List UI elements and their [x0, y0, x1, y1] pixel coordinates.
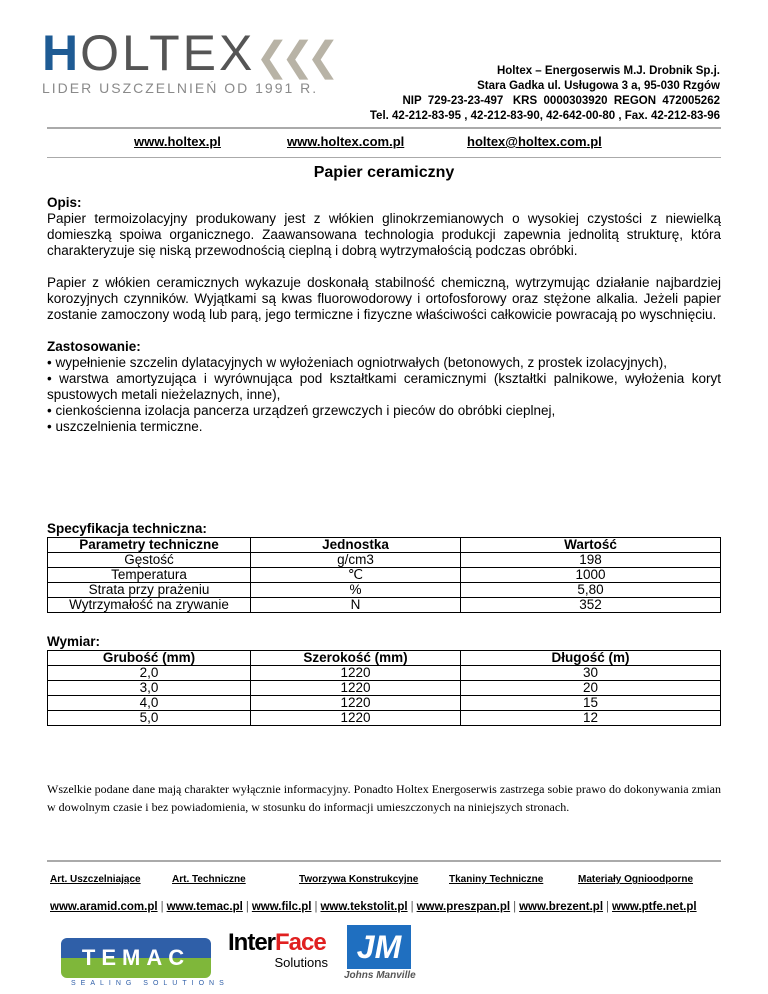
header-cell: Szerokość (mm) [251, 651, 461, 666]
table-row [48, 681, 721, 696]
disclaimer: Wszelkie podane dane mają charakter wyłącznie informacyjny. Ponadto Holtex Energoserwis zastrzega sobie prawo do dokonywania zmian w dowolnym czasie i bez powiadomienia, w stosunku do informacji umieszczonych na niniejszych stronach. [47, 782, 721, 814]
cell: 1000 [461, 568, 721, 583]
header-cell: Długość (m) [461, 651, 721, 666]
header-cell: Wartość [461, 538, 721, 553]
category-link[interactable]: Tkaniny Techniczne [449, 874, 544, 885]
list-item: • cienkościenna izolacja pancerza urządzeń grzewczych i pieców do obróbki cieplnej, [47, 403, 556, 418]
divider [47, 157, 721, 158]
cell: g/cm3 [251, 553, 461, 568]
site-link[interactable]: www.ptfe.net.pl [612, 901, 697, 913]
dim-heading: Wymiar: [47, 634, 101, 649]
opis-paragraph-2: Papier z włókien ceramicznych wykazuje doskonałą stabilność chemiczną, wytrzymując działanie najbardziej korozyjnych czynników. Wyjątkami są kwas fluorowodorowy i ortofosforowy oraz stężone alkalia. Jeżeli papier zostanie zamoczony wodą lub parą, jego termiczne i fizyczne właściwości całkowicie powracają po wyschnięciu. [47, 275, 721, 322]
category-link[interactable]: Tworzywa Konstrukcyjne [299, 874, 419, 885]
cell: Gęstość [48, 553, 251, 568]
company-ids: NIP 729-23-23-497 KRS 0000303920 REGON 472005262 [402, 95, 720, 107]
johns-manville-text: Johns Manville [344, 970, 416, 981]
company-address: Stara Gadka ul. Usługowa 3 a, 95-030 Rzgów [477, 80, 720, 92]
cell: N [251, 598, 461, 613]
zastosowanie-heading: Zastosowanie: [47, 339, 141, 354]
company-name: Holtex – Energoserwis M.J. Drobnik Sp.j. [496, 65, 720, 77]
cell: Strata przy prażeniu [48, 583, 251, 598]
cell: 1220 [251, 666, 461, 681]
table-header-row [48, 538, 721, 553]
link-holtex-com-pl[interactable]: www.holtex.com.pl [287, 134, 405, 149]
category-link[interactable]: Art. Techniczne [172, 874, 246, 885]
cell: % [251, 583, 461, 598]
table-row [48, 666, 721, 681]
cell: 1220 [251, 681, 461, 696]
johns-manville-logo: JM [347, 925, 411, 969]
table-row [48, 583, 721, 598]
header-cell: Grubość (mm) [48, 651, 251, 666]
dimension-section [47, 634, 721, 726]
cell: 5,80 [461, 583, 721, 598]
company-info [370, 64, 720, 124]
header-cell: Parametry techniczne [48, 538, 251, 553]
interface-logo [228, 930, 328, 969]
cell: 198 [461, 553, 721, 568]
spec-heading: Specyfikacja techniczna: [47, 521, 207, 536]
interface-sub: Solutions [274, 955, 328, 970]
list-item: • wypełnienie szczelin dylatacyjnych w wyłożeniach ogniotrwałych (betonowych, z prostek izolacyjnych), [47, 355, 668, 370]
category-link[interactable]: Materiały Ognioodporne [578, 874, 694, 885]
table-row [48, 568, 721, 583]
divider [47, 127, 721, 129]
cell: 352 [461, 598, 721, 613]
list-item: • warstwa amortyzująca i wyrównująca pod kształtkami ceramicznymi (kształtki palnikowe, wyłożenia koryt spustowych metali nieżelaznych, inne), [47, 371, 721, 402]
spec-table [47, 537, 721, 613]
interface-text-a: Inter [228, 929, 276, 956]
list-item: • uszczelnienia termiczne. [47, 419, 203, 434]
cell: 5,0 [48, 711, 251, 726]
cell: 3,0 [48, 681, 251, 696]
divider [47, 860, 721, 862]
table-row [48, 598, 721, 613]
cell: 1220 [251, 696, 461, 711]
category-link[interactable]: Art. Uszczelniające [50, 874, 141, 885]
logo-tagline: LIDER USZCZELNIEŃ OD 1991 R. [42, 80, 319, 96]
cell: 20 [461, 681, 721, 696]
link-holtex-pl[interactable]: www.holtex.pl [134, 134, 221, 149]
table-header-row [48, 651, 721, 666]
interface-text-b: Face [275, 929, 326, 956]
holtex-logo: HOLTEX❮❮❮ [42, 25, 332, 81]
cell: 2,0 [48, 666, 251, 681]
opis-heading: Opis: [47, 195, 82, 210]
link-email[interactable]: holtex@holtex.com.pl [467, 134, 602, 149]
cell: 15 [461, 696, 721, 711]
table-row [48, 711, 721, 726]
cell: 4,0 [48, 696, 251, 711]
site-link[interactable]: www.brezent.pl [519, 901, 604, 913]
temac-logo: TEMAC [61, 938, 211, 978]
table-row [48, 553, 721, 568]
company-phones: Tel. 42-212-83-95 , 42-212-83-90, 42-642-00-80 , Fax. 42-212-83-96 [369, 110, 720, 122]
site-link[interactable]: www.filc.pl [251, 901, 312, 913]
site-link[interactable]: www.preszpan.pl [416, 901, 511, 913]
spec-section [47, 521, 721, 613]
description [47, 195, 721, 435]
temac-tagline: SEALING SOLUTIONS [71, 980, 229, 987]
partner-sites: www.aramid.com.pl | www.temac.pl | www.filc.pl | www.tekstolit.pl | www.preszpan.pl | www.brezent.pl | www.ptfe.net.pl [50, 901, 697, 913]
cell: 12 [461, 711, 721, 726]
dimension-table [47, 650, 721, 726]
page-title: Papier ceramiczny [313, 164, 455, 181]
opis-paragraph-1: Papier termoizolacyjny produkowany jest z włókien glinokrzemianowych o wysokiej czystości z niewielką domieszką spoiwa organicznego. Zaawansowana technologia produkcji zapewnia jednolitą strukturę, która charakteryzuje się niską przewodnością cieplną i dobrą wytrzymałością podczas obróbki. [47, 211, 721, 258]
cell: Temperatura [48, 568, 251, 583]
site-link[interactable]: www.temac.pl [166, 901, 243, 913]
site-link[interactable]: www.tekstolit.pl [320, 901, 408, 913]
table-row [48, 696, 721, 711]
cell: ℃ [251, 568, 461, 583]
site-link[interactable]: www.aramid.com.pl [50, 901, 158, 913]
cell: 30 [461, 666, 721, 681]
cell: 1220 [251, 711, 461, 726]
cell: Wytrzymałość na zrywanie [48, 598, 251, 613]
header-cell: Jednostka [251, 538, 461, 553]
